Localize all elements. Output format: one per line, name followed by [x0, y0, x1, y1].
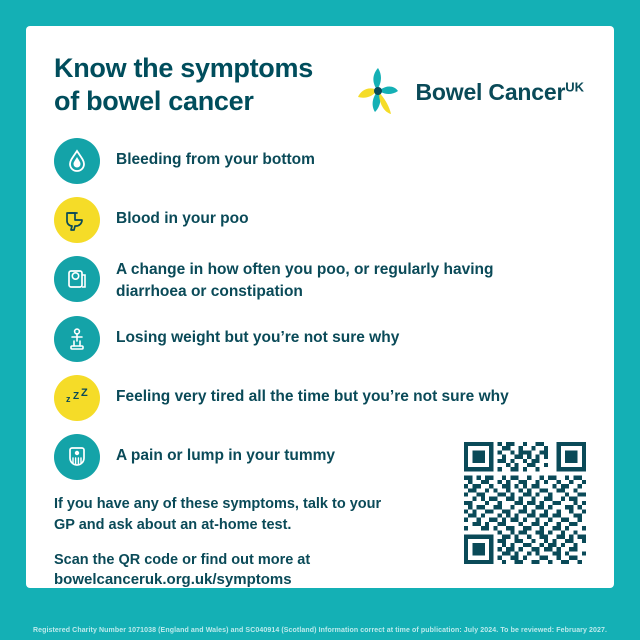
list-item: [54, 138, 586, 184]
advice-text: If you have any of these symptoms, talk to your GP and ask about an at-home test.: [54, 496, 382, 534]
scan-text: Scan the QR code or find out more at: [54, 552, 311, 569]
symptom-text: Feeling very tired all the time but you’re not sure why: [116, 388, 509, 405]
brand-name-uk: UK: [565, 78, 584, 94]
brand-name: [416, 79, 585, 106]
symptom-text: Losing weight but you’re not sure why: [116, 329, 400, 346]
blood-drop-icon: [54, 138, 100, 184]
symptom-text: A pain or lump in your tummy: [116, 447, 336, 464]
toilet-roll-icon: [54, 256, 100, 302]
website-link[interactable]: bowelcanceruk.org.uk/symptoms: [54, 571, 292, 589]
poster-card: [26, 26, 614, 588]
list-item: [54, 316, 586, 362]
sleeping-zzz-icon: [54, 375, 100, 421]
svg-text:Z: Z: [73, 391, 80, 402]
page-title: Know the symptoms of bowel cancer: [54, 53, 313, 117]
brand-lockup: [351, 64, 585, 120]
svg-text:z: z: [66, 394, 71, 404]
list-item: [54, 375, 586, 421]
brand-name-text: Bowel Cancer: [415, 78, 566, 105]
symptom-text: Blood in your poo: [116, 210, 249, 227]
list-item: [54, 197, 586, 243]
weighing-scales-person-icon: [54, 316, 100, 362]
bowel-cancer-uk-ribbon-figure-logo: [351, 64, 407, 120]
poster-header: [54, 52, 586, 120]
symptom-list: [54, 138, 586, 480]
toilet-icon: [54, 197, 100, 243]
symptom-text: A change in how often you poo, or regularly having diarrhoea or constipation: [116, 261, 494, 300]
symptom-text: Bleeding from your bottom: [116, 151, 315, 168]
svg-text:Z: Z: [81, 387, 88, 399]
qr-code-icon[interactable]: [464, 442, 586, 564]
list-item: [54, 256, 586, 303]
legal-text: Registered Charity Number 1071038 (England and Wales) and SC040914 (Scotland) Information correct at time of publication: July 2024. To be reviewed: February 2027.: [32, 627, 608, 634]
footer-advice: [54, 494, 404, 588]
tummy-pain-icon: [54, 434, 100, 480]
